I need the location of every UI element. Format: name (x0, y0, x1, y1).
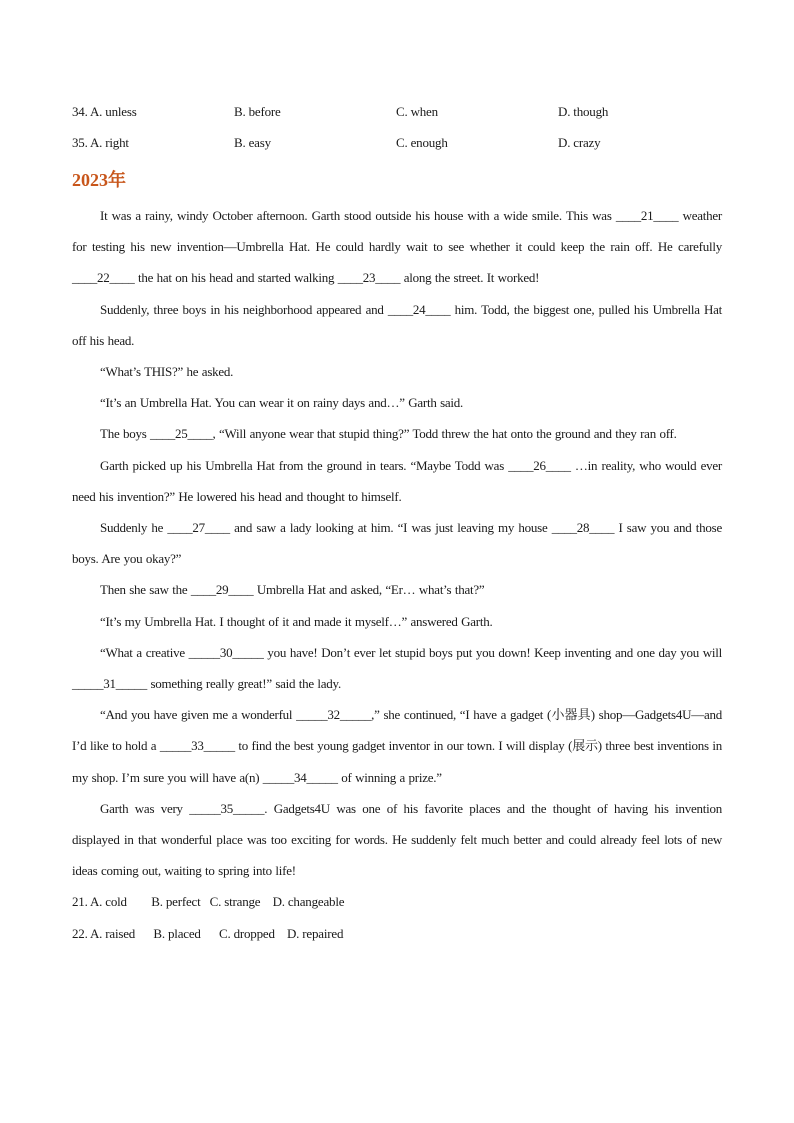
paragraph: The boys ____25____, “Will anyone wear that stupid thing?” Todd threw the hat onto the ground and they ran off. (100, 426, 677, 442)
paragraph: Suddenly he ____27____ and saw a lady looking at him. “I was just leaving my house ____28____ I saw you and those boys. Are you okay?” (72, 520, 722, 567)
paragraph: Suddenly, three boys in his neighborhood appeared and ____24____ him. Todd, the biggest one, pulled his Umbrella Hat off his head. (72, 301, 722, 348)
paragraph: “What a creative _____30_____ you have! Don’t ever let stupid boys put you down! Keep inventing and one day you will _____31_____ something really great!” said the lady. (72, 644, 722, 692)
paragraph: Garth was very _____35_____. Gadgets4U was one of his favorite places and the thought of having his invention displayed in that wonderful place was too exciting for words. He suddenly felt much better and could already feel lots of new ideas coming out, waiting to spring into life! (72, 800, 722, 879)
question-22-options: 22. A. raised B. placed C. dropped D. repaired (72, 925, 344, 941)
paragraph: It was a rainy, windy October afternoon. Garth stood outside his house with a wide smile. This was ____21____ weather for testing his new invention—Umbrella Hat. He could hardly wait to see whether it could keep the rain off. He carefully ____22____ the hat on his head and started walking ____23____ along the street. It worked! (72, 208, 722, 286)
question-34-options (72, 96, 722, 127)
cloze-passage (72, 200, 722, 886)
paragraph: “It’s my Umbrella Hat. I thought of it and made it myself…” answered Garth. (100, 613, 493, 629)
document-page (72, 96, 722, 949)
paragraph: “And you have given me a wonderful _____32_____,” she continued, “I have a gadget (小器具) shop—Gadgets4U—and I’d like to hold a _____33_____ to find the best young gadget inventor in our town. I will display (展示) three best inventions in my shop. I’m sure you will have a(n) _____34_____ of winning a prize.” (72, 707, 722, 785)
option-d: D. though (558, 103, 609, 119)
question-21-options: 21. A. cold B. perfect C. strange D. changeable (72, 894, 345, 910)
paragraph: “It’s an Umbrella Hat. You can wear it on rainy days and…” Garth said. (100, 395, 464, 411)
option-c: C. when (396, 103, 438, 119)
option-b: B. easy (234, 134, 271, 150)
option-a: 35. A. right (72, 134, 129, 150)
year-heading: 2023年 (72, 170, 126, 190)
question-35-options (72, 127, 722, 158)
option-d: D. crazy (558, 134, 601, 150)
option-c: C. enough (396, 134, 448, 150)
option-b: B. before (234, 103, 281, 119)
paragraph: Then she saw the ____29____ Umbrella Hat and asked, “Er… what’s that?” (100, 582, 485, 598)
paragraph: Garth picked up his Umbrella Hat from the ground in tears. “Maybe Todd was ____26____ …in reality, who would ever need his invention?” He lowered his head and thought to himself. (72, 457, 722, 504)
paragraph: “What’s THIS?” he asked. (100, 364, 234, 380)
option-a: 34. A. unless (72, 103, 137, 119)
